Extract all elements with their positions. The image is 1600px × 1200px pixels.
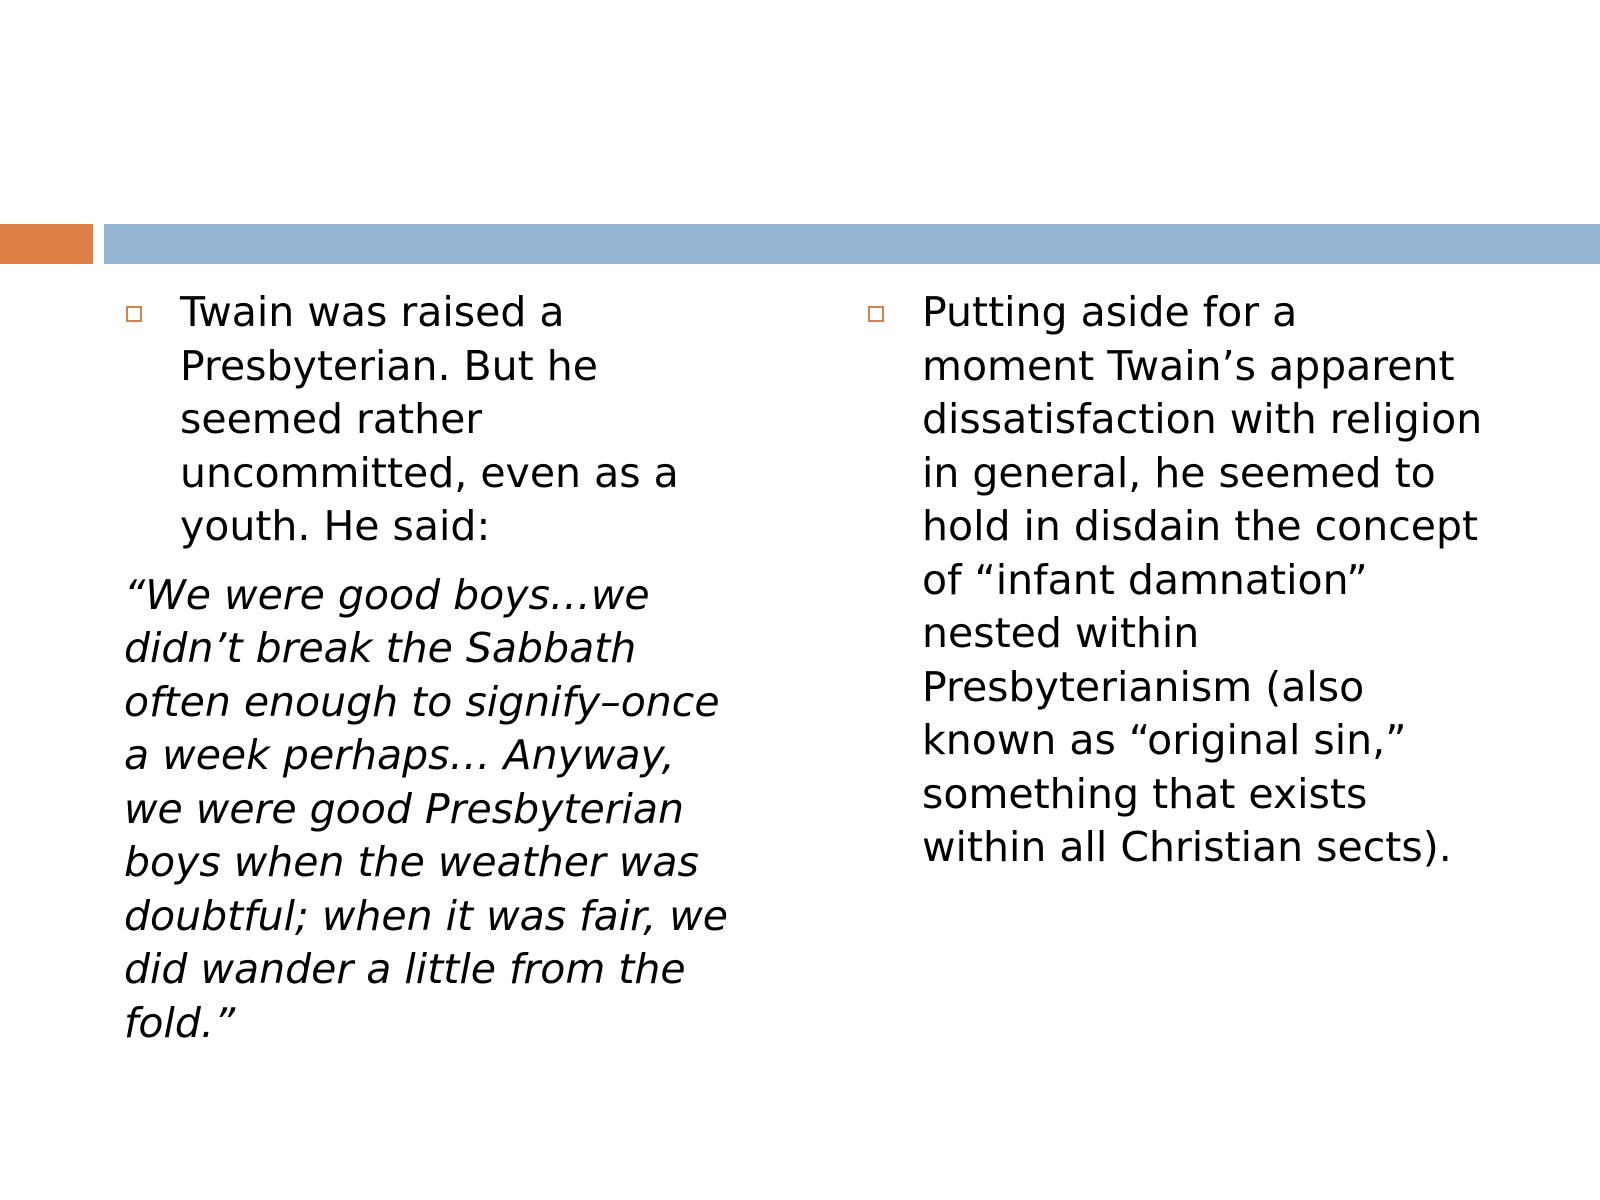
accent-block — [0, 224, 93, 264]
twain-quote: “We were good boys…we didn’t break the Sabbath often enough to signify–once a week perhaps… Anyway, we were good Presbyterian boys when the weather was doubtful; when it was fair, we did wander a little from the fold.” — [124, 570, 729, 1047]
right-column — [866, 286, 1566, 875]
hollow-square-bullet-icon — [126, 306, 142, 322]
left-bullet-text: Twain was raised a Presbyterian. But he seemed rather uncommitted, even as a youth. He said: — [180, 288, 679, 550]
right-bullet-item — [866, 286, 1566, 875]
right-bullet-text: Putting aside for a moment Twain’s apparent dissatisfaction with religion in general, he seemed to hold in disdain the concept of “infant damnation” nested within Presbyterianism (also known as “original sin,” something that exists within all Christian sects). — [922, 288, 1483, 871]
left-bullet-item — [124, 286, 764, 554]
hollow-square-bullet-icon — [868, 306, 884, 322]
title-bar — [104, 224, 1600, 264]
left-column — [124, 286, 764, 1050]
